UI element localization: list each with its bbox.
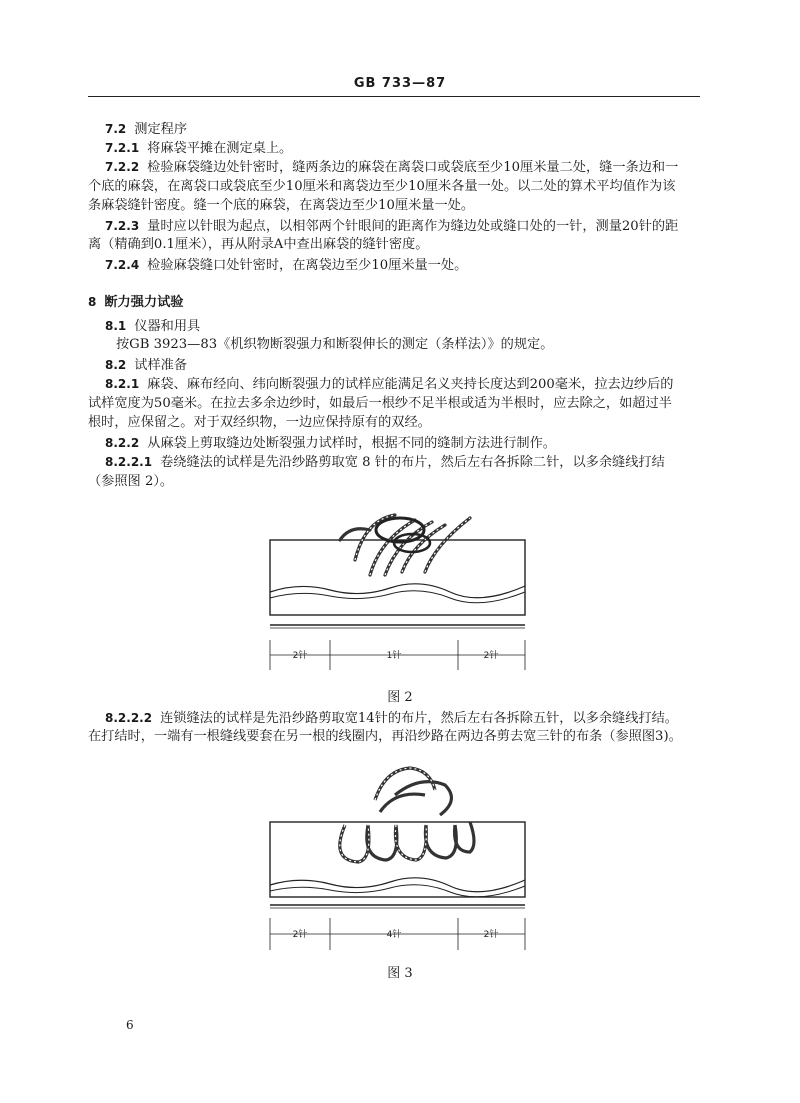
section-number: 7.2.1 — [105, 141, 140, 155]
heading-8 — [88, 294, 183, 311]
para-7-2-2-line2: 个底的麻袋，在离袋口或袋底至少10厘米和离袋边至少10厘米各量一处。以二处的算术平均值作为该 — [88, 179, 676, 194]
section-number: 8 — [88, 295, 97, 309]
para-8-2-1-line1 — [105, 376, 673, 393]
fig3-dim-right: 2针 — [483, 930, 499, 940]
section-number: 7.2.4 — [105, 258, 140, 272]
para-8-2-2 — [105, 435, 556, 452]
section-number: 7.2.3 — [105, 219, 140, 233]
heading-8-1 — [105, 318, 200, 335]
para-7-2-3-line1 — [105, 218, 678, 235]
para-8-2-2-2-line2: 在打结时，一端有一根缝线要套在另一根的线圈内，再沿纱路在两边各剪去宽三针的布条（参照图3)。 — [88, 729, 682, 744]
heading-8-2 — [105, 357, 187, 374]
fig2-dim-middle: 1针 — [386, 651, 402, 661]
paragraph-text: 将麻袋平摊在测定桌上。 — [147, 141, 293, 156]
section-number: 8.2.2.1 — [105, 455, 153, 469]
document-header: GB 733—87 — [353, 76, 447, 91]
para-8-2-1-line2: 试样宽度为50毫米。在拉去多余边纱时，如最后一根纱不足半根或适为半根时，应去除之，如超过半 — [88, 396, 672, 411]
section-title: 测定程序 — [134, 122, 188, 137]
paragraph-text: 检验麻袋缝边处针密时，缝两条边的麻袋在离袋口或袋底至少10厘米量二处，缝一条边和一 — [147, 160, 679, 175]
section-number: 8.2.2.2 — [105, 711, 153, 725]
para-8-2-2-1-line1 — [105, 454, 665, 471]
section-number: 8.2.1 — [105, 377, 140, 391]
page-number: 6 — [126, 1018, 134, 1032]
paragraph-text: 连锁缝法的试样是先沿纱路剪取宽14针的布片，然后左右各拆除五针，以多余缝线打结。 — [160, 711, 678, 726]
paragraph-text: 卷绕缝法的试样是先沿纱路剪取宽 8 针的布片，然后左右各拆除二针，以多余缝线打结 — [160, 455, 665, 470]
paragraph-text: 检验麻袋缝口处针密时，在离袋边至少10厘米量一处。 — [147, 258, 468, 273]
header-rule — [88, 96, 700, 97]
heading-7-2 — [105, 121, 187, 138]
paragraph-text: 从麻袋上剪取缝边处断裂强力试样时，根据不同的缝制方法进行制作。 — [147, 436, 556, 451]
section-title: 断力强力试验 — [104, 295, 184, 310]
para-8-2-2-1-line2: （参照图 2）。 — [88, 474, 174, 489]
para-8-2-2-2-line1 — [105, 710, 678, 727]
figure-2-drawing — [0, 490, 800, 690]
fig2-dim-right: 2针 — [483, 651, 499, 661]
para-7-2-2-line3: 条麻袋缝针密度。缝一个底的麻袋，在离袋边至少10厘米量一处。 — [88, 198, 475, 213]
section-title: 试样准备 — [134, 358, 188, 373]
para-7-2-1 — [105, 140, 292, 157]
section-title: 仪器和用具 — [134, 319, 201, 334]
section-number: 8.2 — [105, 358, 127, 372]
fig3-dim-left: 2针 — [292, 930, 308, 940]
section-number: 7.2 — [105, 122, 127, 136]
paragraph-text: 麻袋、麻布经向、纬向断裂强力的试样应能满足名义夹持长度达到200毫米，拉去边纱后的 — [147, 377, 674, 392]
section-number: 7.2.2 — [105, 160, 140, 174]
fig3-dim-middle: 4针 — [386, 930, 402, 940]
para-7-2-2-line1 — [105, 159, 678, 176]
fig2-dim-left: 2针 — [292, 651, 308, 661]
figure-3-drawing — [0, 750, 800, 970]
para-8-1-body: 按GB 3923—83《机织物断裂强力和断裂伸长的测定（条样法）》的规定。 — [116, 337, 554, 352]
section-number: 8.1 — [105, 319, 127, 333]
para-7-2-4 — [105, 257, 467, 274]
para-8-2-1-line3: 根时，应保留之。对于双经织物，一边应保持原有的双经。 — [88, 415, 431, 430]
para-7-2-3-line2: 离（精确到0.1厘米），再从附录A中查出麻袋的缝针密度。 — [88, 237, 429, 252]
figure-2-caption: 图 2 — [387, 690, 413, 705]
paragraph-text: 量时应以针眼为起点，以相邻两个针眼间的距离作为缝边处或缝口处的一针，测量20针的距 — [147, 219, 679, 234]
section-number: 8.2.2 — [105, 436, 140, 450]
figure-3-caption: 图 3 — [387, 966, 413, 981]
